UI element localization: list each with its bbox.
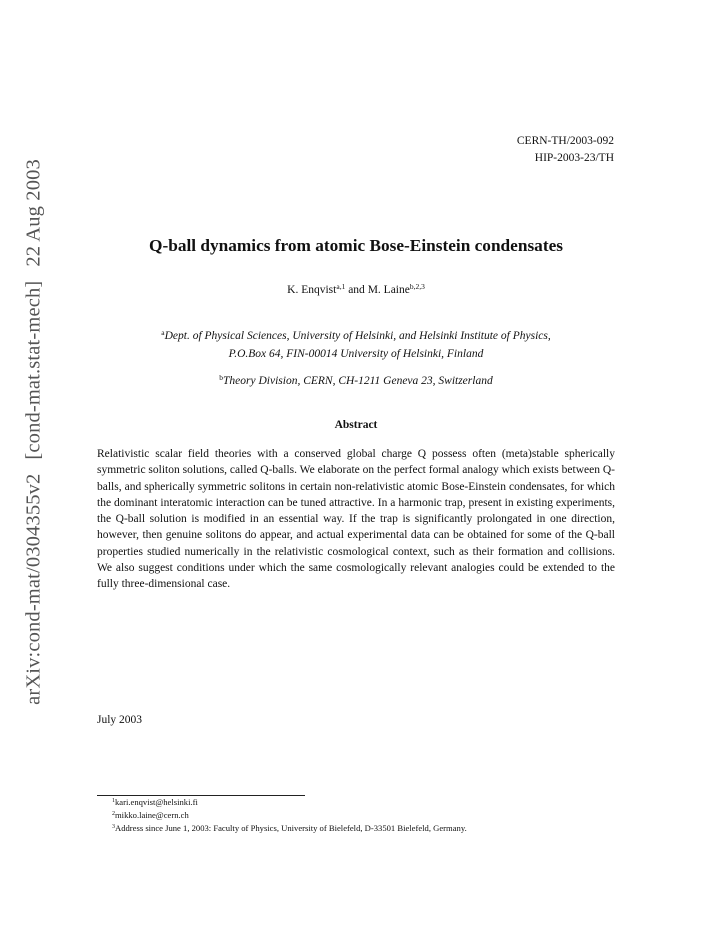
report-number-cern: CERN-TH/2003-092 [516,135,614,147]
affiliation-line: Dept. of Physical Sciences, University of Helsinki, and Helsinki Institute of Physics, [164,330,551,342]
footnote-1 [112,797,198,807]
footnote-text: mikko.laine@cern.ch [115,810,189,820]
author-list [0,284,712,296]
footnote-3 [112,823,467,833]
footnote-text: Address since June 1, 2003: Faculty of Physics, University of Bielefeld, D-33501 Bielefeld, Germany. [115,823,467,833]
author-separator: and [348,284,365,296]
author-affiliation-mark: b,2,3 [409,282,425,291]
affiliation-mark: a [161,328,165,337]
abstract-body: Relativistic scalar field theories with a conserved global charge Q possess often (meta)stable spherically symmetric soliton solutions, called Q-balls. We elaborate on the perfect formal analogy which exists between Q-balls, and spherically symmetric solitons in certain non-relativistic atomic Bose-Einstein condensates, for which the dominant interatomic interaction can be tuned attractive. In a harmonic trap, present in existing experiments, the Q-ball solution is modified in an essential way. If the trap is significantly prolongated in one direction, however, then genuine solitons do appear, and actual experimental data can be obtained for some of the Q-ball properties studied numerically in the relativistic cosmological context, such as their formation and collisions. We also suggest conditions under which the same cosmologically relevant analogies could be extended to the fully three-dimensional case. [97,448,615,591]
author-name: K. Enqvist [287,284,337,296]
footnote-text: kari.enqvist@helsinki.fi [115,797,198,807]
author-affiliation-mark: a,1 [336,282,346,291]
arxiv-date: 22 Aug 2003 [22,159,45,267]
footnote-2 [112,810,189,820]
report-number-hip: HIP-2003-23/TH [534,152,614,164]
affiliation-a-line2: P.O.Box 64, FIN-00014 University of Helsinki, Finland [228,348,484,360]
affiliation-a [0,330,712,342]
abstract-heading: Abstract [334,419,378,431]
arxiv-category: [cond-mat.stat-mech] [22,280,45,460]
arxiv-id: arXiv:cond-mat/0304355v2 [22,473,45,705]
paper-title: Q-ball dynamics from atomic Bose-Einstein condensates [149,236,563,255]
footnote-mark: 1 [112,798,115,804]
footnote-rule [97,795,305,796]
footnote-mark: 3 [112,824,115,830]
affiliation-b [0,375,712,387]
footnote-mark: 2 [112,811,115,817]
author-name: M. Laine [367,284,410,296]
affiliation-line: Theory Division, CERN, CH-1211 Geneva 23, Switzerland [223,375,493,387]
paper-date: July 2003 [97,714,143,726]
affiliation-mark: b [219,373,224,382]
